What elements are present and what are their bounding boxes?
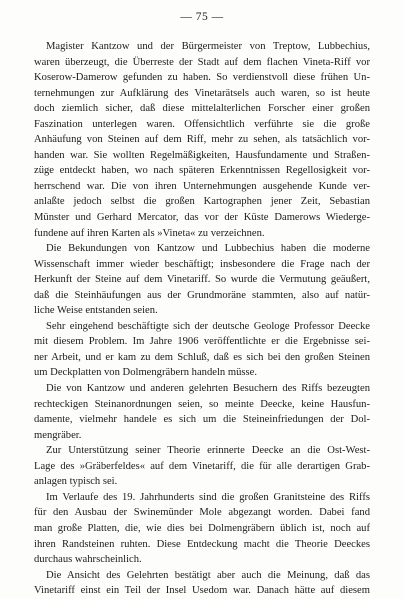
text-line: waren überzeugt, die Überreste der Stadt auf dem flachen Vineta-Riff vor (34, 56, 370, 68)
text-line: Anhäufung von Steinen auf dem Riff, mehr zu sehen, als tatsächlich vor- (34, 134, 370, 146)
text-line: mit diesem Problem. Im Jahre 1906 veröffentlichte er die Ergebnisse sei- (34, 336, 370, 348)
text-line: anlagen typisch sei. (34, 476, 118, 488)
text-line: Münster und Gerhard Mercator, das vor der Küste Damerows Wiederge- (34, 212, 370, 224)
text-line: Wissenschaft immer wieder beschäftigt; insbesondere die Frage nach der (34, 258, 370, 270)
text-line: liche Weise entstanden seien. (34, 305, 158, 317)
text-line: daß die Steinhäufungen aus der Grundmoräne stammten, also auf natür- (34, 289, 370, 301)
text-line: Herkunft der Steine auf dem Vinetariff. So wurde die Vermutung geäußert, (34, 274, 370, 286)
text-line: damente, vielmehr handele es sich um die Steineinfriedungen der Dol- (34, 414, 370, 426)
text-line: ner Arbeit, und er kam zu dem Schluß, daß es sich bei den großen Steinen (34, 351, 370, 363)
text-line: rechteckigen Steinanordnungen seien, so meinte Deecke, keine Hausfun- (34, 398, 370, 410)
text-line: züge entdeckt haben, wo nach späteren Erkenntnissen Regellosigkeit vor- (34, 165, 370, 177)
text-line: Die Bekundungen von Kantzow und Lubbechius haben die moderne (46, 243, 370, 255)
text-line: Im Verlaufe des 19. Jahrhunderts sind die großen Granitsteine des Riffs (46, 491, 370, 503)
text-line: Lage des »Gräberfeldes« auf dem Vinetariff, die für alle derartigen Grab- (34, 460, 370, 472)
text-line: herrschend war. Die von ihren Unternehmungen ausgehende Kunde ver- (34, 180, 370, 192)
page-number: — 75 — (180, 11, 224, 23)
text-line: Zur Unterstützung seiner Theorie erinnerte Deecke an die Ost-West- (46, 445, 370, 457)
text-line: Faszination unterlegen waren. Offensichtlich verführte sie die große (34, 118, 370, 130)
text-line: ihren Randsteinen ruhten. Diese Entdeckung macht die Theorie Deeckes (34, 538, 370, 550)
body-text (34, 39, 370, 599)
text-line: man große Platten, die, wie dies bei Dolmengräbern üblich ist, noch auf (34, 522, 370, 534)
text-line: Koserow-Damerow gefunden zu haben. So verdienstvoll diese frühen Un- (34, 72, 370, 84)
text-line: Die von Kantzow und anderen gelehrten Besuchern des Riffs bezeugten (46, 383, 370, 395)
text-line: für den Ausbau der Swinemünder Mole abgezangt worden. Dabei fand (34, 507, 370, 519)
text-line: Vinetariff einst ein Teil der Insel Usedom war. Danach hätte auf diesem (34, 585, 370, 597)
text-line: durchaus wahrscheinlich. (34, 554, 142, 566)
text-line: handen war. Sie wollten Regelmäßigkeiten, Hausfundamente und Straßen- (34, 149, 370, 161)
text-line: um Deckplatten von Dolmengräbern handeln müsse. (34, 367, 257, 379)
text-line: anlaßte jedoch selbst die großen Kartographen jener Zeit, Sebastian (34, 196, 370, 208)
text-line: doch ziemlich sicher, daß diese mittelalterlichen Forscher einer großen (34, 103, 370, 115)
text-line: ternehmungen zur Aufklärung des Vinetarätsels auch waren, so ist heute (34, 87, 370, 99)
text-line: fundene auf ihren Karten als »Vineta« zu verzeichnen. (34, 227, 265, 239)
text-line: mengräber. (34, 429, 82, 441)
text-line: Die Ansicht des Gelehrten bestätigt aber auch die Meinung, daß das (46, 569, 370, 581)
text-line: Magister Kantzow und der Bürgermeister von Treptow, Lubbechius, (46, 41, 370, 52)
text-line: Sehr eingehend beschäftigte sich der deutsche Geologe Professor Deecke (46, 320, 370, 332)
